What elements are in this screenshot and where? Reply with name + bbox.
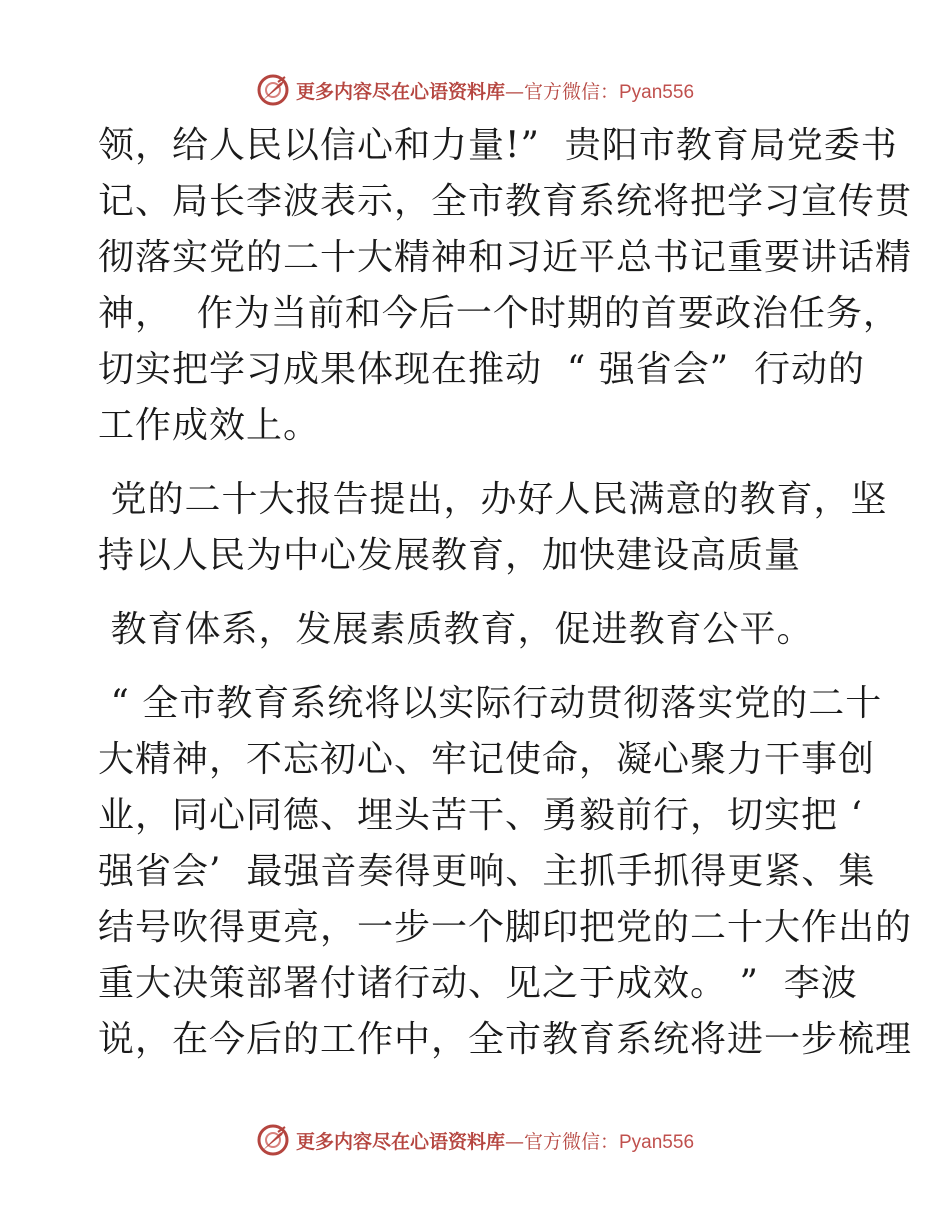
banner-title	[296, 77, 694, 104]
paragraph-4	[98, 676, 913, 1068]
text-line: 持以人民为中心发展教育，加快建设高质量	[98, 535, 802, 576]
text-line: 重大决策部署付诸行动、见之于成效。 ” 李波	[98, 963, 858, 1004]
text-line: 说，在今后的工作中，全市教育系统将进一步梳理	[98, 1019, 913, 1060]
text-line: 强省会’ 最强音奏得更响、主抓手抓得更紧、集	[98, 851, 876, 892]
text-line: 切实把学习成果体现在推动 “ 强省会” 行动的	[98, 349, 866, 390]
header-banner	[0, 70, 950, 110]
text-line: 业，同心同德、埋头苦干、勇毅前行，切实把 ‘	[98, 795, 863, 836]
text-line: 大精神，不忘初心、牢记使命，凝心聚力干事创	[98, 739, 876, 780]
banner-wechat-id: Pyan556	[619, 1131, 695, 1153]
document-body	[98, 118, 913, 1068]
text-line: 记、局长李波表示，全市教育系统将把学习宣传贯	[98, 181, 913, 222]
banner-title	[296, 1127, 694, 1154]
text-line: 党的二十大报告提出，办好人民满意的教育，坚	[98, 479, 888, 520]
banner-official-label: 官方微信：	[523, 80, 619, 103]
text-line: 彻落实党的二十大精神和习近平总书记重要讲话精	[98, 237, 913, 278]
paragraph-1	[98, 118, 913, 454]
text-line: 教育体系，发展素质教育，促进教育公平。	[98, 609, 814, 650]
banner-separator: —	[504, 80, 524, 103]
footer-banner	[0, 1120, 950, 1160]
brand-logo-icon	[256, 73, 290, 107]
banner-official-label: 官方微信：	[523, 1130, 619, 1153]
text-line: 结号吹得更亮，一步一个脚印把党的二十大作出的	[98, 907, 913, 948]
text-line: “ 全市教育系统将以实际行动贯彻落实党的二十	[98, 683, 883, 724]
paragraph-3	[98, 602, 858, 658]
banner-separator: —	[504, 1130, 524, 1153]
text-line: 领，给人民以信心和力量!” 贵阳市教育局党委书	[98, 125, 898, 166]
text-line: 神， 作为当前和今后一个时期的首要政治任务，	[98, 293, 900, 334]
brand-logo-icon	[256, 1123, 290, 1157]
banner-main-text: 更多内容尽在心语资料库	[295, 1130, 505, 1153]
banner-main-text: 更多内容尽在心语资料库	[295, 80, 505, 103]
paragraph-2	[98, 472, 888, 584]
text-line: 工作成效上。	[98, 405, 321, 446]
banner-wechat-id: Pyan556	[619, 81, 695, 103]
